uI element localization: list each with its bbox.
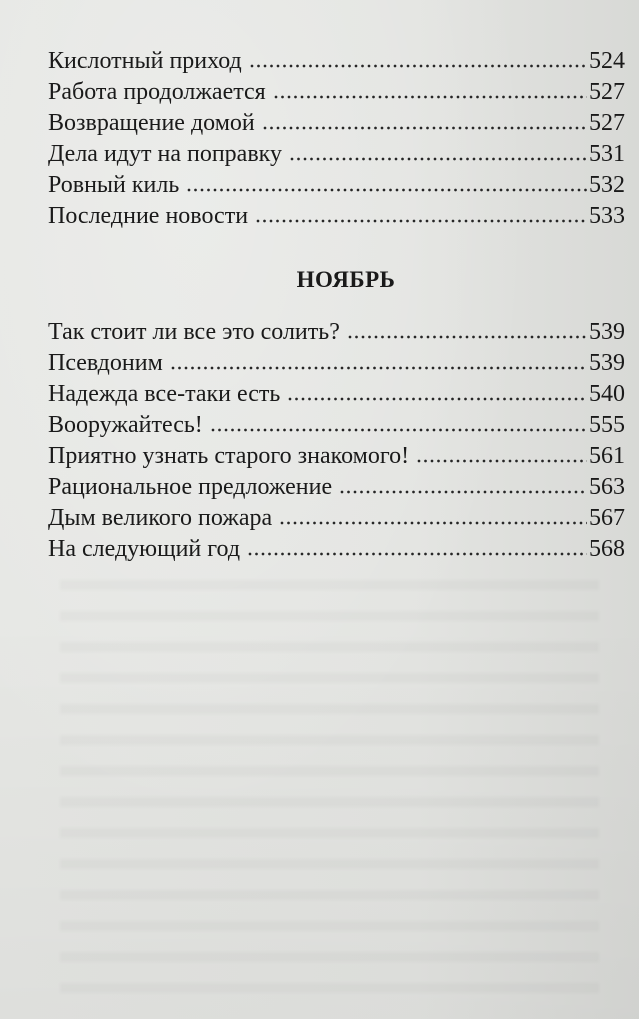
toc-section-november: [48, 264, 625, 565]
toc-entry-page: 532: [589, 172, 625, 198]
toc-entry-title: Последние новости: [48, 203, 249, 229]
toc-entry-page: 567: [589, 504, 625, 531]
toc-entry: [48, 503, 625, 534]
dot-leader: [255, 219, 587, 223]
toc-entry: [48, 348, 625, 379]
dot-leader: [273, 95, 587, 99]
dot-leader: [347, 335, 587, 339]
toc-entry: [48, 317, 625, 348]
toc-entry-page: 563: [589, 473, 625, 500]
toc-entry: [48, 410, 625, 441]
toc-entry-title: Работа продолжается: [48, 79, 266, 105]
toc-entry-page: 527: [589, 79, 625, 105]
toc-entry: [48, 534, 625, 565]
toc-entry-page: 539: [589, 349, 625, 376]
toc-entry-page: 561: [589, 442, 625, 469]
dot-leader: [210, 428, 587, 432]
toc-entry: [48, 379, 625, 410]
toc-entry-page: 527: [589, 110, 625, 136]
dot-leader: [262, 126, 587, 130]
toc-entry-page: 533: [589, 203, 625, 229]
toc-entry: [48, 139, 625, 170]
section-heading: НОЯБРЬ: [296, 267, 396, 292]
toc-entry-page: 531: [589, 141, 625, 167]
toc-entry: [48, 77, 625, 108]
toc-entry-page: 539: [589, 318, 625, 345]
toc-entry: [48, 46, 625, 77]
toc-entry: [48, 201, 625, 232]
toc-entry-title: Возвращение домой: [48, 110, 255, 136]
toc-entry-page: 555: [589, 411, 625, 438]
dot-leader: [289, 157, 587, 161]
dot-leader: [247, 552, 587, 556]
toc-entry-title: На следующий год: [48, 535, 241, 562]
bleed-through-shadow: [60, 580, 599, 999]
dot-leader: [287, 397, 587, 401]
toc-entry: [48, 472, 625, 503]
toc-entry-page: 524: [589, 48, 625, 74]
toc-section-continued: [48, 46, 625, 232]
toc-entry-title: Псевдоним: [48, 349, 163, 376]
toc-entry-title: Дым великого пожара: [48, 504, 273, 531]
toc-entry-title: Надежда все-таки есть: [48, 380, 281, 407]
toc-entry-title: Приятно узнать старого знакомого!: [48, 442, 410, 469]
toc-entry: [48, 108, 625, 139]
toc-entry-title: Дела идут на поправку: [48, 141, 282, 167]
dot-leader: [416, 459, 587, 463]
toc-entry-page: 540: [589, 380, 625, 407]
dot-leader: [279, 521, 587, 525]
table-of-contents: [48, 46, 625, 565]
dot-leader: [249, 64, 587, 68]
toc-entry-title: Ровный киль: [48, 172, 180, 198]
toc-entry-page: 568: [589, 535, 625, 562]
toc-entry: [48, 170, 625, 201]
dot-leader: [339, 490, 587, 494]
toc-entry-title: Кислотный приход: [48, 48, 242, 74]
dot-leader: [186, 188, 587, 192]
dot-leader: [170, 366, 587, 370]
toc-entry-title: Вооружайтесь!: [48, 411, 203, 438]
toc-entry-title: Рациональное предложение: [48, 473, 333, 500]
toc-entry: [48, 441, 625, 472]
toc-entry-title: Так стоит ли все это солить?: [48, 318, 340, 345]
